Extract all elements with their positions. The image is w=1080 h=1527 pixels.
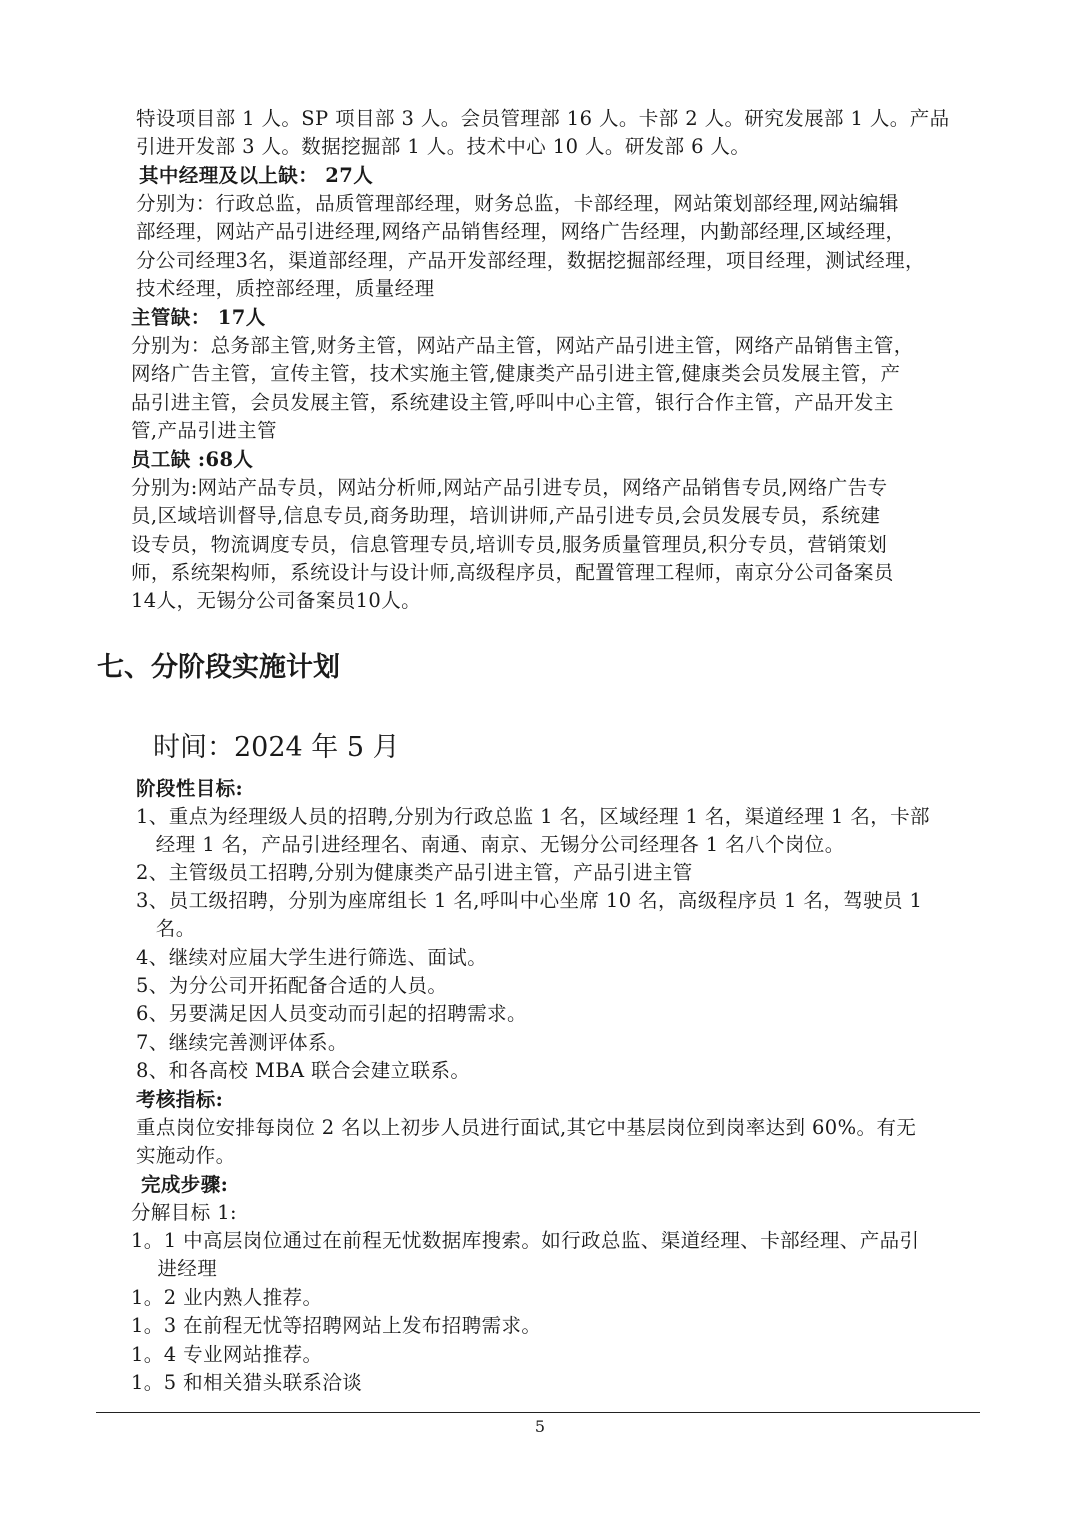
goal-line-8: 6、另要满足因人员变动而引起的招聘需求。 bbox=[136, 1002, 527, 1025]
step-line-1: 分解目标 1: bbox=[131, 1201, 237, 1224]
kpi-line-1: 重点岗位安排每岗位 2 名以上初步人员进行面试,其它中基层岗位到岗率达到 60%。有无 bbox=[136, 1116, 917, 1139]
goal-line-10: 8、和各高校 MBA 联合会建立联系。 bbox=[136, 1059, 471, 1082]
staffing-intro-line-2: 引进开发部 3 人。数据挖掘部 1 人。技术中心 10 人。研发部 6 人。 bbox=[136, 135, 751, 158]
employee-vacancy-line-1: 分别为:网站产品专员，网站分析师,网站产品引进专员，网络产品销售专员,网络广告专 bbox=[131, 476, 888, 499]
employee-vacancy-line-2: 员,区域培训督导,信息专员,商务助理，培训讲师,产品引进专员,会员发展专员，系统建 bbox=[131, 504, 881, 527]
employee-vacancy-line-4: 师，系统架构师，系统设计与设计师,高级程序员，配置管理工程师，南京分公司备案员 bbox=[131, 561, 894, 584]
steps-heading: 完成步骤: bbox=[141, 1173, 229, 1196]
goal-line-4: 3、员工级招聘，分别为座席组长 1 名,呼叫中心坐席 10 名，高级程序员 1 名，驾驶员 1 bbox=[136, 889, 923, 912]
time-label: 时间：2024 年 5 月 bbox=[153, 732, 400, 763]
goal-line-3: 2、主管级员工招聘,分别为健康类产品引进主管，产品引进主管 bbox=[136, 861, 693, 884]
supervisor-vacancy-line-3: 品引进主管，会员发展主管，系统建设主管,呼叫中心主管，银行合作主管，产品开发主 bbox=[131, 391, 894, 414]
supervisor-vacancy-line-2: 网络广告主管，宣传主管，技术实施主管,健康类产品引进主管,健康类会员发展主管，产 bbox=[131, 362, 901, 385]
goals-heading: 阶段性目标: bbox=[136, 777, 244, 800]
employee-vacancy-heading: 员工缺 :68人 bbox=[131, 448, 254, 471]
staffing-intro-line-1: 特设项目部 1 人。SP 项目部 3 人。会员管理部 16 人。卡部 2 人。研究发展部 1 人。产品 bbox=[136, 107, 950, 130]
supervisor-vacancy-line-4: 管,产品引进主管 bbox=[131, 419, 277, 442]
kpi-heading: 考核指标: bbox=[136, 1088, 224, 1111]
manager-vacancy-line-4: 技术经理，质控部经理，质量经理 bbox=[136, 277, 435, 300]
supervisor-vacancy-heading: 主管缺： 17人 bbox=[131, 306, 266, 329]
step-line-2: 1。1 中高层岗位通过在前程无忧数据库搜索。如行政总监、渠道经理、卡部经理、产品引 bbox=[131, 1229, 920, 1252]
step-line-4: 1。2 业内熟人推荐。 bbox=[131, 1286, 323, 1309]
manager-vacancy-line-1: 分别为：行政总监，品质管理部经理，财务总监，卡部经理，网站策划部经理,网站编辑 bbox=[136, 192, 899, 215]
kpi-line-2: 实施动作。 bbox=[136, 1144, 236, 1167]
employee-vacancy-line-5: 14人，无锡分公司备案员10人。 bbox=[131, 589, 422, 612]
step-line-6: 1。4 专业网站推荐。 bbox=[131, 1343, 323, 1366]
manager-vacancy-heading: 其中经理及以上缺： 27人 bbox=[139, 164, 374, 187]
manager-vacancy-line-3: 分公司经理3名，渠道部经理，产品开发部经理，数据挖掘部经理，项目经理，测试经理， bbox=[136, 249, 925, 272]
step-line-3: 进经理 bbox=[131, 1257, 218, 1280]
goal-line-9: 7、继续完善测评体系。 bbox=[136, 1031, 348, 1054]
page-number: 5 bbox=[534, 1417, 546, 1436]
goal-line-1: 1、重点为经理级人员的招聘,分别为行政总监 1 名，区域经理 1 名，渠道经理 1 名，卡部 bbox=[136, 805, 930, 828]
goal-line-2: 经理 1 名，产品引进经理名、南通、南京、无锡分公司经理各 1 名八个岗位。 bbox=[136, 833, 845, 856]
step-line-7: 1。5 和相关猎头联系洽谈 bbox=[131, 1371, 363, 1394]
employee-vacancy-line-3: 设专员，物流调度专员，信息管理专员,培训专员,服务质量管理员,积分专员，营销策划 bbox=[131, 533, 888, 556]
section-title: 七、分阶段实施计划 bbox=[97, 652, 340, 683]
footer-rule bbox=[96, 1412, 980, 1413]
goal-line-5: 名。 bbox=[136, 917, 196, 940]
supervisor-vacancy-line-1: 分别为：总务部主管,财务主管，网站产品主管，网站产品引进主管，网络产品销售主管， bbox=[131, 334, 914, 357]
goal-line-7: 5、为分公司开拓配备合适的人员。 bbox=[136, 974, 448, 997]
manager-vacancy-line-2: 部经理，网站产品引进经理,网络产品销售经理，网络广告经理，内勤部经理,区域经理， bbox=[136, 220, 906, 243]
step-line-5: 1。3 在前程无忧等招聘网站上发布招聘需求。 bbox=[131, 1314, 542, 1337]
goal-line-6: 4、继续对应届大学生进行筛选、面试。 bbox=[136, 946, 488, 969]
